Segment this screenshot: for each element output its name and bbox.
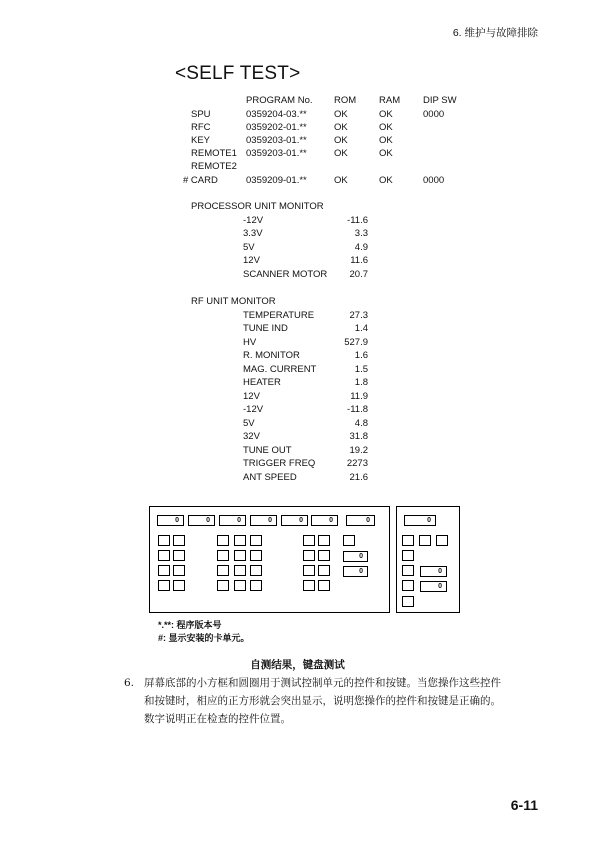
step-line: 和按键时，相应的正方形就会突出显示，说明您操作的控件和按键是正确的。 <box>144 695 501 707</box>
key-square <box>303 580 315 591</box>
monitor-value: 11.6 <box>350 255 368 266</box>
key-square <box>158 535 170 546</box>
control-indicator: 0 <box>188 515 215 526</box>
row-rom: OK <box>334 148 348 159</box>
key-square <box>303 535 315 546</box>
key-square <box>250 565 262 576</box>
monitor-label: 5V <box>243 242 255 253</box>
monitor-label: TRIGGER FREQ <box>243 458 316 469</box>
col-header-program: PROGRAM No. <box>246 95 313 106</box>
note-version: *.**: 程序版本号 <box>158 620 222 630</box>
row-ram: OK <box>379 135 393 146</box>
key-square <box>158 580 170 591</box>
control-indicator: 0 <box>250 515 277 526</box>
row-name: SPU <box>191 109 211 120</box>
monitor-value: 27.3 <box>349 310 368 321</box>
monitor-label: 32V <box>243 431 260 442</box>
step-line: 数字说明正在检查的控件位置。 <box>144 713 291 725</box>
monitor-label: 12V <box>243 391 260 402</box>
key-square <box>303 550 315 561</box>
remote-test-panel <box>396 506 460 613</box>
self-test-title: <SELF TEST> <box>175 63 301 84</box>
key-square <box>318 535 330 546</box>
key-square <box>250 550 262 561</box>
row-ram: OK <box>379 122 393 133</box>
monitor-value: 11.9 <box>350 391 368 402</box>
monitor-value: 20.7 <box>349 269 368 280</box>
key-square <box>402 580 414 591</box>
key-square <box>402 535 414 546</box>
monitor-value: 1.5 <box>354 364 368 375</box>
row-name: REMOTE1 <box>191 148 237 159</box>
control-indicator: 0 <box>346 515 375 526</box>
key-square <box>234 550 246 561</box>
monitor-label: R. MONITOR <box>243 350 300 361</box>
key-square <box>217 580 229 591</box>
key-square <box>234 535 246 546</box>
control-indicator: 0 <box>311 515 338 526</box>
row-name: REMOTE2 <box>191 161 237 172</box>
monitor-label: TUNE IND <box>243 323 288 334</box>
page-number: 6-11 <box>510 797 538 813</box>
monitor-label: HV <box>243 337 257 348</box>
key-square <box>173 580 185 591</box>
key-square <box>217 550 229 561</box>
row-dip: 0000 <box>423 109 445 120</box>
chapter-header: 6. 维护与故障排除 <box>452 27 538 39</box>
monitor-label: ANT SPEED <box>243 472 297 483</box>
monitor-value: 1.4 <box>354 323 368 334</box>
row-program: 0359203-01.** <box>246 135 307 146</box>
monitor-label: HEATER <box>243 377 281 388</box>
row-rom: OK <box>334 175 348 186</box>
key-square <box>217 535 229 546</box>
row-name: # CARD <box>183 175 218 186</box>
row-name: RFC <box>191 122 211 133</box>
monitor-value: 19.2 <box>349 445 368 456</box>
key-square <box>250 535 262 546</box>
control-indicator: 0 <box>343 551 368 562</box>
key-square <box>173 535 185 546</box>
control-indicator: 0 <box>219 515 246 526</box>
key-square <box>318 550 330 561</box>
row-rom: OK <box>334 135 348 146</box>
key-square <box>234 580 246 591</box>
monitor-value: 4.9 <box>354 242 368 253</box>
step-number: 6. <box>124 677 135 689</box>
col-header-ram: RAM <box>379 95 401 106</box>
row-ram: OK <box>379 148 393 159</box>
control-indicator: 0 <box>420 566 447 577</box>
key-square <box>158 550 170 561</box>
monitor-label: TUNE OUT <box>243 445 292 456</box>
control-indicator: 0 <box>420 581 447 592</box>
monitor-value: 2273 <box>346 458 368 469</box>
key-square <box>436 535 448 546</box>
key-square <box>402 596 414 607</box>
key-square <box>303 565 315 576</box>
monitor-label: MAG. CURRENT <box>243 364 317 375</box>
monitor-value: -11.8 <box>347 404 368 415</box>
key-square <box>402 565 414 576</box>
row-program: 0359204-03.** <box>246 109 307 120</box>
keyboard-test-panel <box>149 506 390 613</box>
monitor-value: 527.9 <box>344 337 368 348</box>
key-square <box>318 565 330 576</box>
key-square <box>217 565 229 576</box>
key-square <box>343 535 355 546</box>
monitor-value: 1.6 <box>354 350 368 361</box>
note-card: #: 显示安装的卡单元。 <box>158 633 250 643</box>
key-square <box>234 565 246 576</box>
monitor-label: TEMPERATURE <box>243 310 315 321</box>
key-square <box>318 580 330 591</box>
key-square <box>158 565 170 576</box>
row-program: 0359209-01.** <box>246 175 307 186</box>
control-indicator: 0 <box>281 515 308 526</box>
row-program: 0359202-01.** <box>246 122 307 133</box>
monitor-label: 12V <box>243 255 260 266</box>
row-rom: OK <box>334 122 348 133</box>
col-header-rom: ROM <box>334 95 357 106</box>
figure-caption: 自测结果，键盘测试 <box>250 659 345 671</box>
monitor-label: SCANNER MOTOR <box>243 269 328 280</box>
monitor-value: 1.8 <box>354 377 368 388</box>
monitor-value: 21.6 <box>349 472 368 483</box>
row-rom: OK <box>334 109 348 120</box>
key-square <box>173 565 185 576</box>
step-line: 屏幕底部的小方框和圆圈用于测试控制单元的控件和按键。当您操作这些控件 <box>144 677 501 689</box>
row-name: KEY <box>191 135 211 146</box>
row-dip: 0000 <box>423 175 445 186</box>
key-square <box>173 550 185 561</box>
control-indicator: 0 <box>343 566 368 577</box>
row-ram: OK <box>379 109 393 120</box>
monitor-value: -11.6 <box>347 215 368 226</box>
monitor-value: 4.8 <box>354 418 368 429</box>
key-square <box>419 535 431 546</box>
control-indicator: 0 <box>157 515 184 526</box>
monitor-value: 31.8 <box>349 431 368 442</box>
monitor-label: 5V <box>243 418 255 429</box>
rf-monitor-title: RF UNIT MONITOR <box>191 296 276 307</box>
monitor-value: 3.3 <box>354 228 368 239</box>
row-program: 0359203-01.** <box>246 148 307 159</box>
row-ram: OK <box>379 175 393 186</box>
col-header-dipsw: DIP SW <box>423 95 457 106</box>
monitor-label: -12V <box>243 404 264 415</box>
monitor-label: -12V <box>243 215 264 226</box>
control-indicator: 0 <box>404 515 436 526</box>
key-square <box>250 580 262 591</box>
processor-monitor-title: PROCESSOR UNIT MONITOR <box>191 201 324 212</box>
monitor-label: 3.3V <box>243 228 263 239</box>
key-square <box>402 550 414 561</box>
